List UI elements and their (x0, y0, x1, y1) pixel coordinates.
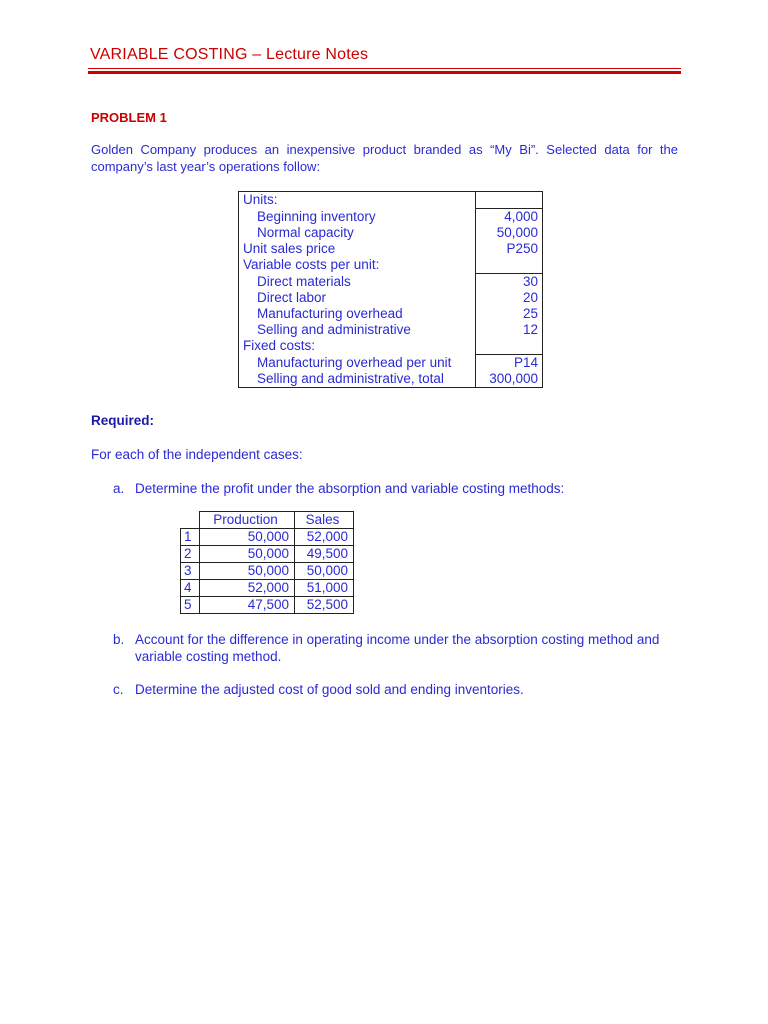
case-number: 1 (181, 529, 200, 546)
data-table-label: Variable costs per unit: (239, 257, 476, 274)
data-table-row (239, 257, 543, 274)
data-table-label: Unit sales price (239, 241, 476, 257)
production-value: 50,000 (200, 563, 295, 580)
data-table-label: Selling and administrative (239, 322, 476, 338)
data-table-row (239, 241, 543, 257)
case-number: 5 (181, 597, 200, 614)
production-value: 52,000 (200, 580, 295, 597)
required-item-a (113, 480, 679, 497)
cases-header-blank (181, 512, 200, 529)
data-table-label: Direct materials (239, 274, 476, 291)
data-table-value: 20 (476, 290, 543, 306)
header-rule-thick (88, 71, 681, 74)
data-table-row (239, 371, 543, 388)
data-table-row (239, 322, 543, 338)
sales-value: 52,500 (295, 597, 354, 614)
problem-heading: PROBLEM 1 (91, 110, 167, 125)
required-lead: For each of the independent cases: (91, 447, 303, 462)
data-table-value: P250 (476, 241, 543, 257)
cases-header-production: Production (200, 512, 295, 529)
sales-value: 52,000 (295, 529, 354, 546)
cases-header-sales: Sales (295, 512, 354, 529)
problem-intro: Golden Company produces an inexpensive product branded as “My Bi”. Selected data for the company’s last year’s operations follow: (91, 142, 678, 174)
data-table-value: 25 (476, 306, 543, 322)
cases-row (181, 546, 354, 563)
data-table-value: 50,000 (476, 225, 543, 241)
item-text: Determine the adjusted cost of good sold and ending inventories. (135, 682, 524, 697)
data-table-value: 300,000 (476, 371, 543, 388)
cases-table (180, 511, 354, 614)
production-value: 50,000 (200, 546, 295, 563)
data-table-row (239, 306, 543, 322)
data-table-label: Selling and administrative, total (239, 371, 476, 388)
sales-value: 49,500 (295, 546, 354, 563)
sales-value: 50,000 (295, 563, 354, 580)
data-table-value (476, 257, 543, 274)
required-item-b (113, 631, 679, 665)
data-table-value: 30 (476, 274, 543, 291)
page-header-title: VARIABLE COSTING – Lecture Notes (90, 46, 369, 63)
item-letter: c. (113, 682, 124, 697)
item-letter: b. (113, 632, 125, 647)
data-table-value: 12 (476, 322, 543, 338)
case-number: 2 (181, 546, 200, 563)
data-table-row (239, 192, 543, 209)
data-table-label: Fixed costs: (239, 338, 476, 355)
data-table (238, 191, 543, 388)
item-text: Account for the difference in operating income under the absorption costing method and variable costing method. (135, 632, 660, 664)
cases-row (181, 580, 354, 597)
required-heading: Required: (91, 413, 155, 428)
case-number: 3 (181, 563, 200, 580)
data-table-label: Beginning inventory (239, 209, 476, 226)
item-text: Determine the profit under the absorption and variable costing methods: (135, 481, 565, 496)
case-number: 4 (181, 580, 200, 597)
data-table-label: Direct labor (239, 290, 476, 306)
cases-row (181, 563, 354, 580)
data-table-value: 4,000 (476, 209, 543, 226)
required-item-c (113, 681, 679, 698)
cases-header-row (181, 512, 354, 529)
data-table-row (239, 274, 543, 291)
data-table-row (239, 225, 543, 241)
sales-value: 51,000 (295, 580, 354, 597)
production-value: 50,000 (200, 529, 295, 546)
data-table-row (239, 209, 543, 226)
data-table-row (239, 338, 543, 355)
data-table-label: Units: (239, 192, 476, 209)
data-table-label: Manufacturing overhead per unit (239, 355, 476, 372)
data-table-row (239, 290, 543, 306)
data-table-label: Manufacturing overhead (239, 306, 476, 322)
data-table-value (476, 192, 543, 209)
data-table-value (476, 338, 543, 355)
cases-row (181, 597, 354, 614)
header-rule-thin (88, 68, 681, 69)
item-letter: a. (113, 481, 125, 496)
data-table-row (239, 355, 543, 372)
production-value: 47,500 (200, 597, 295, 614)
data-table-value: P14 (476, 355, 543, 372)
cases-row (181, 529, 354, 546)
data-table-label: Normal capacity (239, 225, 476, 241)
